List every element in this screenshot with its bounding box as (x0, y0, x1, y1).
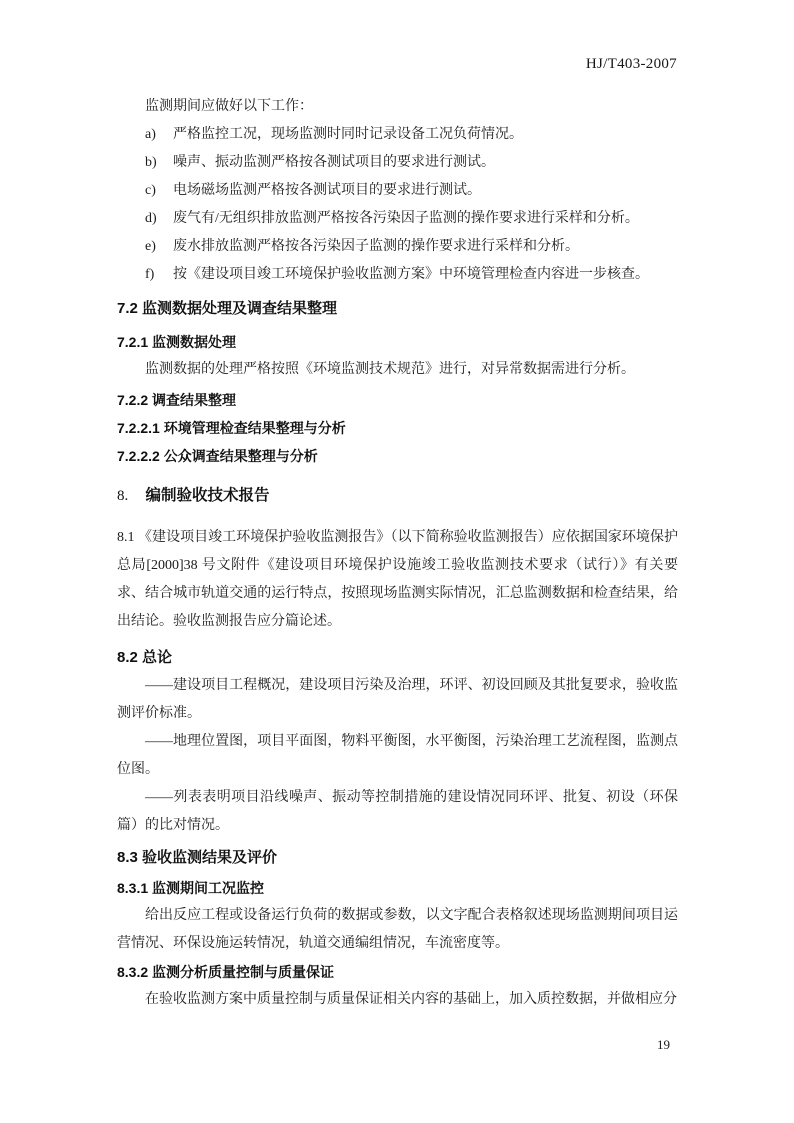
heading-8-number: 8. (117, 488, 129, 504)
paragraph-8-2-dash-1: ——建设项目工程概况，建设项目污染及治理，环评、初设回顾及其批复要求，验收监测评价标准。 (117, 678, 678, 721)
heading-8-2: 8.2 总论 (117, 649, 173, 666)
item-label-e: e) (145, 239, 156, 254)
work-item-b (117, 149, 678, 177)
paragraph-8-2-dash-3: ——列表表明项目沿线噪声、振动等控制措施的建设情况同环评、批复、初设（环保篇）的比对情况。 (117, 790, 678, 833)
item-text-a: 严格监控工况，现场监测时同时记录设备工况负荷情况。 (173, 127, 523, 142)
heading-8-3-2: 8.3.2 监测分析质量控制与质量保证 (117, 964, 335, 980)
page-number: 19 (657, 1037, 670, 1052)
heading-7-2-2: 7.2.2 调查结果整理 (117, 392, 237, 408)
heading-8-3: 8.3 验收监测结果及评价 (117, 849, 278, 866)
document-body (117, 93, 678, 1014)
item-label-d: d) (145, 211, 157, 226)
item-text-d: 废气有/无组织排放监测严格按各污染因子监测的操作要求进行采样和分析。 (173, 211, 639, 226)
paragraph-8-2-dash-2: ——地理位置图，项目平面图，物料平衡图，水平衡图，污染治理工艺流程图，监测点位图。 (117, 734, 678, 777)
paragraph-7-2-1: 监测数据的处理严格按照《环境监测技术规范》进行，对异常数据需进行分析。 (145, 362, 635, 377)
work-item-c (117, 177, 678, 205)
heading-8 (117, 482, 678, 510)
paragraph-8-1: 8.1 《建设项目竣工环境保护验收监测报告》（以下简称验收监测报告）应依据国家环境保护总局[2000]38 号文附件《建设项目环境保护设施竣工验收监测技术要求（试行）》有关要求、结合城市轨道交通的运行特点，按照现场监测实际情况，汇总监测数据和检查结果，给出结论。验收监测报告应分篇论述。 (117, 530, 678, 629)
item-label-a: a) (145, 127, 156, 142)
heading-7-2-1: 7.2.1 监测数据处理 (117, 334, 237, 350)
item-text-e: 废水排放监测严格按各污染因子监测的操作要求进行采样和分析。 (173, 239, 579, 254)
paragraph-8-3-2: 在验收监测方案中质量控制与质量保证相关内容的基础上，加入质控数据，并做相应分 (145, 992, 677, 1007)
heading-8-3-1: 8.3.1 监测期间工况监控 (117, 880, 265, 896)
item-label-b: b) (145, 155, 157, 170)
item-label-f: f) (145, 267, 155, 282)
heading-7-2: 7.2 监测数据处理及调查结果整理 (117, 300, 338, 317)
item-text-c: 电场磁场监测严格按各测试项目的要求进行测试。 (173, 183, 481, 198)
heading-7-2-2-2: 7.2.2.2 公众调查结果整理与分析 (117, 448, 318, 464)
heading-7-2-2-1: 7.2.2.1 环境管理检查结果整理与分析 (117, 420, 346, 436)
paragraph-8-3-1: 给出反应工程或设备运行负荷的数据或参数，以文字配合表格叙述现场监测期间项目运营情况、环保设施运转情况，轨道交通编组情况，车流密度等。 (117, 908, 678, 951)
work-item-d (117, 205, 678, 233)
item-text-b: 噪声、振动监测严格按各测试项目的要求进行测试。 (173, 155, 495, 170)
work-item-e (117, 233, 678, 261)
item-label-c: c) (145, 183, 156, 198)
doc-number: HJ/T403-2007 (585, 56, 677, 72)
work-item-a (117, 121, 678, 149)
item-text-f: 按《建设项目竣工环境保护验收监测方案》中环境管理检查内容进一步核查。 (173, 267, 649, 282)
heading-8-title: 编制验收技术报告 (145, 487, 270, 504)
intro-paragraph: 监测期间应做好以下工作： (145, 99, 313, 114)
work-item-f (117, 261, 678, 289)
